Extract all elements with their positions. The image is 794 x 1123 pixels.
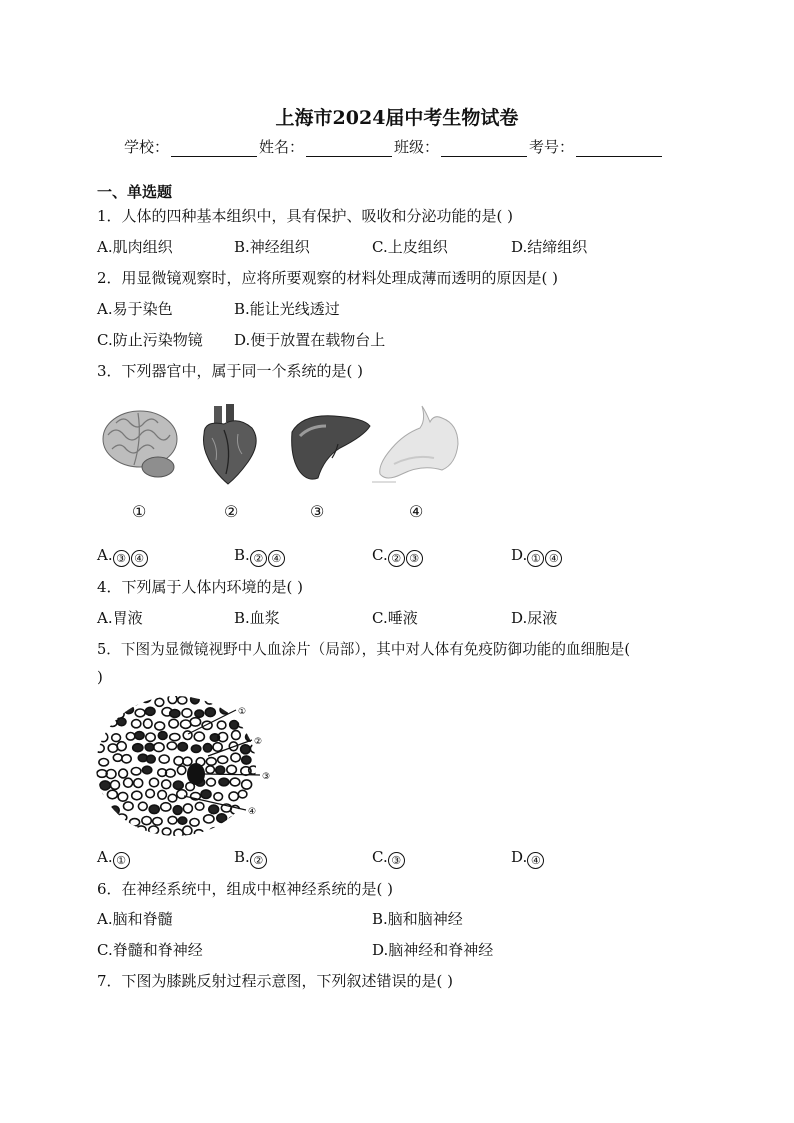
red-blood-cell	[182, 709, 192, 718]
red-blood-cell	[210, 828, 220, 836]
red-blood-cell	[135, 709, 145, 717]
red-blood-cell	[256, 805, 265, 813]
q4-option-d[interactable]: D.尿液	[511, 609, 558, 627]
q3-option-b[interactable]	[234, 546, 286, 567]
q5-option-a-prefix: A.	[97, 848, 113, 866]
q3-option-a-mark-1: ③	[113, 550, 130, 567]
red-blood-cell	[102, 825, 111, 833]
red-blood-cell	[158, 732, 167, 740]
question-6-stem: 6．在神经系统中，组成中枢神经系统的是( )	[97, 880, 394, 898]
q1-option-d[interactable]: D.结缔组织	[511, 238, 588, 256]
red-blood-cell	[144, 719, 153, 728]
name-label: 姓名：	[259, 138, 305, 156]
red-blood-cell	[161, 803, 171, 811]
red-blood-cell	[238, 790, 247, 798]
red-blood-cell	[203, 744, 211, 752]
q4-option-a[interactable]: A.胃液	[97, 609, 143, 627]
q5-option-a[interactable]	[97, 848, 131, 869]
question-1-stem: 1．人体的四种基本组织中，具有保护、吸收和分泌功能的是( )	[97, 207, 514, 225]
red-blood-cell	[96, 744, 104, 752]
red-blood-cell	[213, 743, 222, 752]
stomach-image	[372, 404, 462, 488]
red-blood-cell	[159, 755, 169, 763]
class-blank[interactable]	[441, 142, 527, 157]
red-blood-cell	[132, 791, 142, 800]
red-blood-cell	[135, 732, 144, 740]
q5-option-b-prefix: B.	[234, 848, 250, 866]
q6-option-d[interactable]: D.脑神经和脊神经	[372, 941, 494, 959]
red-blood-cell	[124, 802, 134, 810]
q2-option-a[interactable]: A.易于染色	[97, 300, 173, 318]
red-blood-cell	[191, 696, 200, 704]
red-blood-cell	[170, 710, 180, 718]
red-blood-cell	[168, 794, 177, 802]
red-blood-cell	[194, 732, 204, 741]
red-blood-cell	[242, 756, 251, 764]
q3-option-c[interactable]	[372, 546, 424, 567]
heart-image	[198, 404, 264, 486]
red-blood-cell	[142, 817, 151, 825]
red-blood-cell	[111, 781, 120, 790]
red-blood-cell	[233, 830, 241, 836]
red-blood-cell	[153, 818, 162, 826]
red-blood-cell	[149, 826, 159, 834]
question-5-stem-cont: )	[97, 668, 103, 686]
red-blood-cell	[194, 830, 203, 836]
red-blood-cell	[231, 753, 240, 762]
q2-option-d[interactable]: D.便于放置在载物台上	[234, 331, 386, 349]
red-blood-cell	[217, 814, 227, 823]
q1-option-b[interactable]: B.神经组织	[234, 238, 310, 256]
red-blood-cell	[162, 828, 171, 835]
brain-image	[100, 405, 182, 485]
red-blood-cell	[130, 819, 140, 826]
q3-option-a-prefix: A.	[97, 546, 113, 564]
red-blood-cell	[124, 778, 133, 787]
red-blood-cell	[130, 697, 139, 705]
q2-option-b[interactable]: B.能让光线透过	[234, 300, 340, 318]
red-blood-cell	[141, 696, 151, 702]
red-blood-cell	[217, 721, 226, 729]
q5-option-d-mark: ④	[527, 852, 544, 869]
red-blood-cell	[256, 827, 266, 835]
red-blood-cell	[169, 719, 178, 728]
q5-option-b[interactable]	[234, 848, 268, 869]
red-blood-cell	[173, 781, 183, 789]
q5-option-d[interactable]	[511, 848, 545, 869]
red-blood-cell	[232, 731, 241, 740]
blood-smear-image	[96, 696, 280, 836]
red-blood-cell	[178, 743, 187, 751]
q6-option-c[interactable]: C.脊髓和脊神经	[97, 941, 203, 959]
red-blood-cell	[146, 789, 155, 797]
number-blank[interactable]	[576, 142, 662, 157]
red-blood-cell	[177, 766, 185, 775]
red-blood-cell	[251, 718, 260, 726]
red-blood-cell	[240, 814, 249, 823]
red-blood-cell	[118, 698, 128, 705]
red-blood-cell	[142, 766, 151, 774]
red-blood-cell	[118, 792, 128, 801]
q3-option-a-mark-2: ④	[131, 550, 148, 567]
q3-option-d[interactable]	[511, 546, 563, 567]
question-3-stem: 3．下列器官中，属于同一个系统的是( )	[97, 362, 364, 380]
exam-title: 上海市2024届中考生物试卷	[275, 107, 519, 129]
red-blood-cell	[191, 745, 200, 752]
red-blood-cell	[124, 706, 133, 714]
q3-option-c-prefix: C.	[372, 546, 388, 564]
red-blood-cell	[111, 806, 120, 815]
liver-image	[286, 410, 372, 482]
red-blood-cell	[145, 707, 155, 715]
q5-option-c-prefix: C.	[372, 848, 388, 866]
q5-option-b-mark: ②	[250, 852, 267, 869]
name-blank[interactable]	[306, 142, 392, 157]
red-blood-cell	[177, 790, 187, 799]
red-blood-cell	[114, 710, 124, 719]
red-blood-cell	[207, 778, 216, 786]
red-blood-cell	[245, 826, 253, 834]
red-blood-cell	[158, 790, 167, 799]
q2-option-c[interactable]: C.防止污染物镜	[97, 331, 203, 349]
q3-option-d-prefix: D.	[511, 546, 528, 564]
red-blood-cell	[183, 757, 192, 765]
red-blood-cell	[131, 768, 141, 775]
smear-label-2: ②	[254, 737, 263, 747]
red-blood-cell	[109, 813, 119, 822]
red-blood-cell	[126, 733, 135, 741]
q3-option-b-mark-2: ④	[268, 550, 285, 567]
number-label: 考号：	[529, 138, 575, 156]
red-blood-cell	[155, 722, 165, 730]
red-blood-cell	[108, 744, 117, 752]
red-blood-cell	[122, 755, 131, 763]
q1-option-a[interactable]: A.肌肉组织	[97, 238, 173, 256]
red-blood-cell	[96, 697, 104, 705]
q5-option-a-mark: ①	[113, 852, 130, 869]
red-blood-cell	[195, 802, 204, 810]
q3-figure-label-2: ②	[224, 502, 239, 521]
red-blood-cell	[250, 793, 258, 801]
red-blood-cell	[257, 755, 267, 764]
red-blood-cell	[209, 805, 219, 814]
red-blood-cell	[178, 817, 187, 824]
red-blood-cell	[168, 816, 177, 824]
red-blood-cell	[218, 756, 228, 763]
red-blood-cell	[181, 720, 191, 728]
question-7-stem: 7．下图为膝跳反射过程示意图，下列叙述错误的是( )	[97, 972, 454, 990]
section-heading: 一、单选题	[97, 183, 173, 201]
red-blood-cell	[138, 802, 147, 810]
q3-option-d-mark-2: ④	[545, 550, 562, 567]
class-label: 班级：	[394, 138, 440, 156]
red-blood-cell	[117, 814, 127, 821]
q5-option-c[interactable]	[372, 848, 406, 869]
red-blood-cell	[155, 698, 164, 706]
red-blood-cell	[146, 733, 155, 741]
red-blood-cell	[183, 826, 192, 835]
red-blood-cell	[145, 743, 154, 751]
red-blood-cell	[147, 755, 156, 763]
red-blood-cell	[205, 696, 214, 704]
q6-option-a[interactable]: A.脑和脊髓	[97, 910, 173, 928]
red-blood-cell	[195, 710, 204, 717]
q3-option-c-mark-2: ③	[406, 550, 423, 567]
red-blood-cell	[173, 806, 182, 815]
red-blood-cell	[241, 745, 251, 754]
red-blood-cell	[100, 781, 110, 790]
school-blank[interactable]	[171, 142, 257, 157]
red-blood-cell	[178, 696, 187, 704]
red-blood-cell	[107, 790, 117, 799]
red-blood-cell	[206, 766, 214, 774]
red-blood-cell	[96, 721, 104, 730]
red-blood-cell	[183, 804, 192, 813]
red-blood-cell	[227, 765, 237, 774]
red-blood-cell	[149, 805, 159, 814]
school-label: 学校：	[124, 138, 170, 156]
red-blood-cell	[110, 828, 120, 836]
red-blood-cell	[216, 766, 225, 774]
red-blood-cell	[119, 769, 128, 778]
q3-option-d-mark-1: ①	[527, 550, 544, 567]
white-blood-cell	[187, 763, 205, 785]
q3-option-b-prefix: B.	[234, 546, 250, 564]
red-blood-cell	[117, 718, 126, 726]
red-blood-cell	[190, 718, 200, 726]
question-4-stem: 4．下列属于人体内环境的是( )	[97, 578, 304, 596]
red-blood-cell	[190, 819, 199, 827]
red-blood-cell	[99, 759, 109, 766]
q3-figure-label-3: ③	[310, 502, 325, 521]
q3-figure-label-4: ④	[409, 502, 424, 521]
q3-option-b-mark-1: ②	[250, 550, 267, 567]
red-blood-cell	[167, 742, 176, 750]
red-blood-cell	[219, 778, 229, 786]
q4-option-b[interactable]: B.血浆	[234, 609, 280, 627]
red-blood-cell	[96, 792, 103, 799]
red-blood-cell	[204, 815, 214, 823]
red-blood-cell	[206, 758, 216, 766]
red-blood-cell	[113, 754, 122, 761]
red-blood-cell	[254, 708, 263, 715]
red-blood-cell	[220, 706, 229, 714]
red-blood-cell	[253, 696, 262, 704]
question-5-stem: 5．下图为显微镜视野中人血涂片（局部），其中对人体有免疫防御功能的血细胞是(	[97, 641, 631, 658]
red-blood-cell	[136, 826, 146, 833]
red-blood-cell	[249, 766, 258, 774]
red-blood-cell	[99, 733, 108, 742]
smear-label-3: ③	[262, 772, 271, 782]
red-blood-cell	[162, 780, 171, 789]
red-blood-cell	[132, 720, 141, 728]
smear-label-1: ①	[238, 707, 247, 717]
red-blood-cell	[229, 792, 238, 801]
red-blood-cell	[117, 742, 126, 751]
red-blood-cell	[99, 803, 109, 812]
red-blood-cell	[107, 696, 117, 702]
red-blood-cell	[221, 830, 231, 837]
red-blood-cell	[168, 696, 177, 704]
student-info-row	[124, 136, 664, 157]
red-blood-cell	[230, 778, 240, 786]
red-blood-cell	[170, 734, 180, 741]
red-blood-cell	[174, 829, 183, 836]
red-blood-cell	[201, 790, 211, 799]
red-blood-cell	[154, 743, 164, 752]
q6-option-b[interactable]: B.脑和脑神经	[372, 910, 463, 928]
red-blood-cell	[217, 697, 226, 705]
red-blood-cell	[125, 830, 134, 836]
red-blood-cell	[214, 793, 223, 801]
red-blood-cell	[112, 734, 121, 742]
q5-option-d-prefix: D.	[511, 848, 528, 866]
red-blood-cell	[96, 815, 104, 824]
red-blood-cell	[174, 757, 183, 766]
q3-option-c-mark-1: ②	[388, 550, 405, 567]
red-blood-cell	[134, 779, 143, 788]
red-blood-cell	[108, 719, 117, 726]
red-blood-cell	[225, 696, 234, 702]
q3-figure-label-1: ①	[132, 502, 147, 521]
q5-option-c-mark: ③	[388, 852, 405, 869]
red-blood-cell	[101, 706, 110, 715]
q3-option-a[interactable]	[97, 546, 149, 567]
red-blood-cell	[205, 708, 215, 717]
smear-label-4: ④	[248, 807, 257, 817]
red-blood-cell	[133, 744, 143, 752]
red-blood-cell	[229, 816, 239, 825]
red-blood-cell	[150, 778, 159, 787]
red-blood-cell	[242, 780, 252, 789]
red-blood-cell	[241, 696, 250, 703]
q4-option-c[interactable]: C.唾液	[372, 609, 418, 627]
q1-option-c[interactable]: C.上皮组织	[372, 238, 448, 256]
question-2-stem: 2．用显微镜观察时，应将所要观察的材料处理成薄而透明的原因是( )	[97, 269, 559, 287]
